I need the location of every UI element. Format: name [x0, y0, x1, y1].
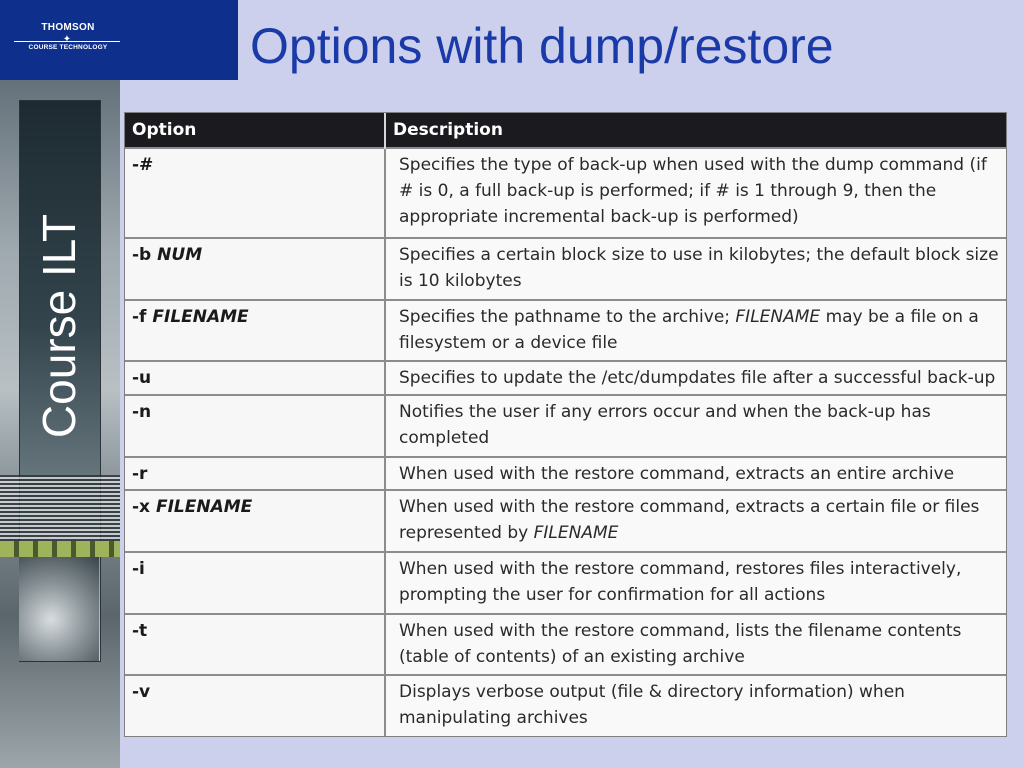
options-table-container: [124, 112, 1007, 737]
option-flag: -v: [132, 682, 151, 703]
description-text: When used with the restore command, extracts an entire archive: [399, 463, 955, 484]
option-flag: -i: [132, 558, 145, 579]
option-param: FILENAME: [152, 306, 249, 327]
description-cell: [385, 675, 1006, 736]
description-cell: [385, 552, 1006, 614]
option-flag: -#: [132, 155, 154, 175]
description-text: When used with the restore command, extracts a certain file or files represented by: [399, 497, 980, 544]
table-header-row: [125, 113, 1006, 148]
description-filename: FILENAME: [533, 523, 619, 544]
option-flag: -n: [132, 401, 152, 422]
description-cell: [385, 490, 1006, 552]
description-text-tail: may be a file on a filesystem or a device file: [399, 306, 979, 353]
table-row: [125, 395, 1006, 457]
description-text: Displays verbose output (file & directory information) when manipulating archives: [399, 682, 905, 729]
star-icon: ✦: [62, 34, 72, 45]
option-flag: -x: [132, 497, 151, 518]
option-flag: -u: [132, 368, 152, 389]
table-row: [125, 361, 1006, 395]
option-flag: -t: [132, 620, 148, 641]
option-flag: -f: [132, 306, 147, 327]
option-cell: [125, 300, 385, 362]
table-row: [125, 148, 1006, 238]
description-cell: [385, 361, 1006, 395]
description-text: Specifies to update the /etc/dumpdates file after a successful back-up: [399, 368, 996, 389]
option-param: FILENAME: [155, 497, 253, 518]
description-cell: [385, 238, 1006, 300]
strip-photo: [19, 557, 99, 661]
description-cell: [385, 148, 1006, 238]
table-row: [125, 300, 1006, 362]
table-row: [125, 490, 1006, 552]
description-text: Specifies the pathname to the archive;: [399, 306, 736, 327]
description-cell: [385, 457, 1006, 491]
table-body: [125, 148, 1006, 736]
description-cell: [385, 300, 1006, 362]
thomson-course-technology-logo: [0, 0, 238, 80]
description-cell: [385, 614, 1006, 676]
strip-barcode-lines: [0, 475, 120, 541]
table-row: [125, 552, 1006, 614]
description-text: Specifies the type of back-up when used with the dump command (if # is 0, a full back-up is performed; if # is 1 through 9, then the appropriate incremental back-up is performed): [399, 155, 987, 227]
table-row: [125, 614, 1006, 676]
description-text: When used with the restore command, restores files interactively, prompting the user for confirmation for all actions: [399, 558, 962, 605]
option-cell: [125, 361, 385, 395]
description-text: Notifies the user if any errors occur and when the back-up has completed: [399, 401, 931, 448]
option-cell: [125, 614, 385, 676]
header-description: Description: [385, 113, 1006, 148]
strip-green-blocks: [0, 541, 120, 557]
table-row: [125, 675, 1006, 736]
table-row: [125, 457, 1006, 491]
options-table: [125, 113, 1006, 736]
description-text: When used with the restore command, lists the filename contents (table of contents) of an existing archive: [399, 620, 962, 667]
option-param: NUM: [157, 244, 203, 265]
description-filename: FILENAME: [735, 306, 821, 327]
option-cell: [125, 457, 385, 491]
option-cell: [125, 675, 385, 736]
description-cell: [385, 395, 1006, 457]
description-text: Specifies a certain block size to use in kilobytes; the default block size is 10 kilobytes: [399, 244, 999, 291]
slide-title: Options with dump/restore: [250, 18, 834, 74]
logo-bottom-text: COURSE TECHNOLOGY: [28, 44, 108, 51]
option-flag: -r: [132, 463, 148, 484]
option-cell: [125, 148, 385, 238]
course-ilt-label: Course ILT: [33, 213, 85, 439]
option-flag: -b: [132, 244, 152, 265]
option-cell: [125, 490, 385, 552]
table-row: [125, 238, 1006, 300]
option-cell: [125, 238, 385, 300]
header-option: Option: [125, 113, 385, 148]
logo-top-text: THOMSON: [41, 22, 95, 33]
option-cell: [125, 552, 385, 614]
option-cell: [125, 395, 385, 457]
